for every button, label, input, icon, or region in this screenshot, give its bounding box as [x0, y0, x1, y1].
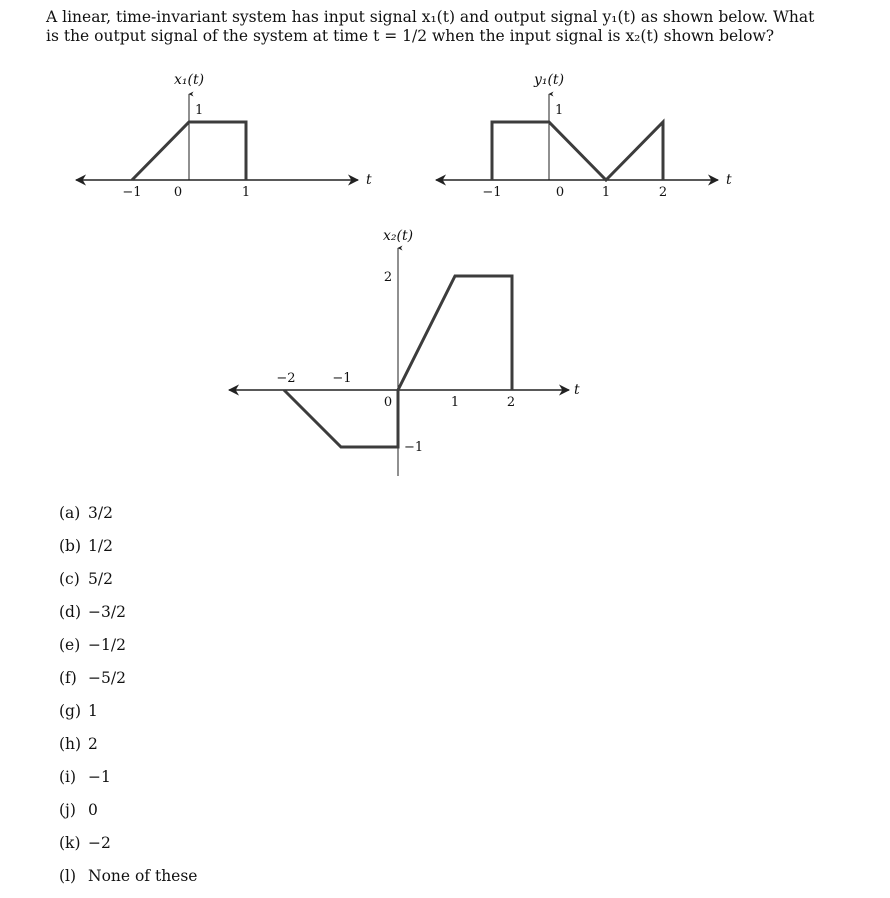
question-text: [46, 8, 826, 46]
choice-letter: (d): [59, 603, 82, 621]
x2-tick-label: 1: [450, 395, 460, 410]
y1-axis-variable: t: [726, 172, 732, 188]
x1-level-label: 1: [195, 103, 204, 118]
x1-tick-label: 1: [241, 185, 251, 200]
choice-item[interactable]: [59, 634, 197, 667]
choice-letter: (b): [59, 537, 82, 555]
y1-signal-line: [492, 122, 663, 180]
choice-letter: (j): [59, 801, 76, 819]
x1-tick-label: 0: [173, 185, 183, 200]
choice-text: None of these: [88, 867, 198, 885]
choice-item[interactable]: [59, 865, 197, 898]
x2-title: x₂(t): [382, 228, 414, 244]
choice-text: −1/2: [88, 636, 126, 654]
choice-item[interactable]: [59, 733, 197, 766]
choice-letter: (g): [59, 702, 82, 720]
choice-item[interactable]: [59, 799, 197, 832]
x1-axis-variable: t: [366, 172, 372, 188]
choice-text: 3/2: [88, 504, 113, 522]
choice-text: −1: [88, 768, 111, 786]
choice-text: 5/2: [88, 570, 113, 588]
graph-y1: [436, 72, 732, 200]
choice-letter: (e): [59, 636, 81, 654]
choice-item[interactable]: [59, 832, 197, 865]
y1-tick-label: 0: [555, 185, 565, 200]
choice-letter: (h): [59, 735, 82, 753]
graph-x2: [229, 228, 580, 476]
x2-level-label: 2: [383, 270, 393, 285]
choice-letter: (l): [59, 867, 77, 885]
x2-axis-variable: t: [574, 382, 580, 398]
choice-letter: (c): [59, 570, 80, 588]
choice-item[interactable]: [59, 502, 197, 535]
x2-level-label: −1: [404, 440, 424, 455]
x1-title: x₁(t): [173, 72, 205, 88]
choice-text: −2: [88, 834, 111, 852]
choice-item[interactable]: [59, 700, 197, 733]
question-line-2: is the output signal of the system at time t = 1/2 when the input signal is x₂(t) shown below?: [46, 27, 775, 45]
choice-text: −3/2: [88, 603, 126, 621]
choice-item[interactable]: [59, 535, 197, 568]
choice-item[interactable]: [59, 667, 197, 700]
choice-letter: (f): [59, 669, 77, 687]
x2-tick-label: −2: [276, 371, 296, 386]
y1-tick-label: −1: [482, 185, 502, 200]
x2-tick-label: 0: [383, 395, 393, 410]
choice-text: 1: [88, 702, 98, 720]
choice-text: 0: [88, 801, 98, 819]
choice-item[interactable]: [59, 568, 197, 601]
choice-text: 1/2: [88, 537, 113, 555]
choice-letter: (a): [59, 504, 81, 522]
y1-tick-label: 2: [658, 185, 668, 200]
choice-letter: (i): [59, 768, 77, 786]
choice-item[interactable]: [59, 766, 197, 799]
graph-x1: [76, 72, 372, 200]
choice-text: −5/2: [88, 669, 126, 687]
y1-level-label: 1: [555, 103, 564, 118]
choice-text: 2: [88, 735, 98, 753]
y1-tick-label: 1: [601, 185, 611, 200]
choice-item[interactable]: [59, 601, 197, 634]
question-line-1: A linear, time-invariant system has input signal x₁(t) and output signal y₁(t) as shown below. What: [46, 8, 815, 26]
x1-tick-label: −1: [122, 185, 142, 200]
y1-title: y₁(t): [533, 72, 565, 88]
answer-choices: [59, 502, 197, 898]
choice-letter: (k): [59, 834, 81, 852]
signal-figures: [0, 60, 890, 480]
x2-tick-label: −1: [332, 371, 352, 386]
x2-tick-label: 2: [506, 395, 516, 410]
